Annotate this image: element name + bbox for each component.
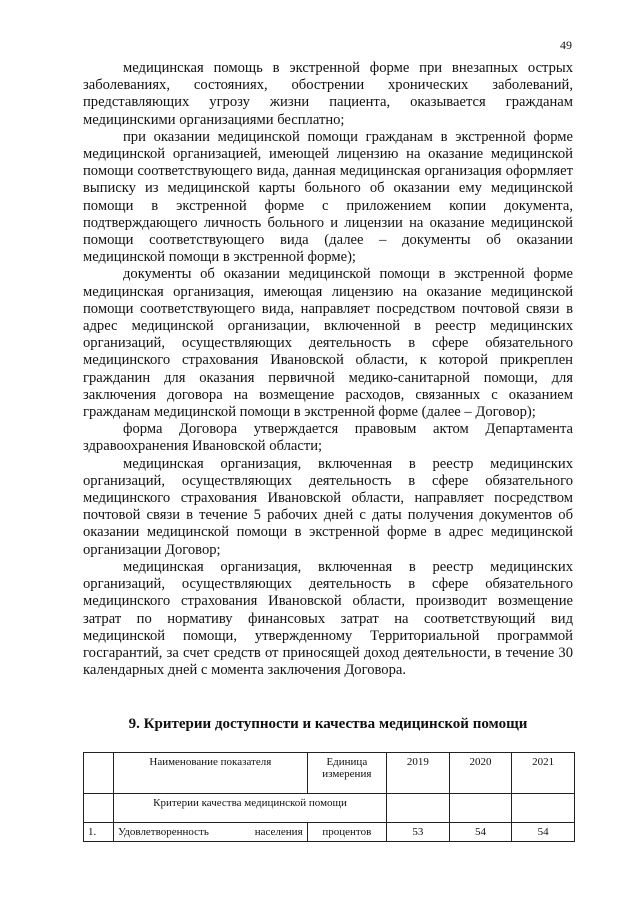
table-group-row xyxy=(84,794,575,823)
criteria-table xyxy=(83,752,575,842)
header-unit: Единица измерения xyxy=(307,753,386,794)
group-empty-cell xyxy=(449,794,512,823)
row-name-part: населения xyxy=(254,826,303,838)
row-value-2021: 54 xyxy=(512,823,575,842)
group-label: Критерии качества медицинской помощи xyxy=(114,794,387,823)
header-2019: 2019 xyxy=(387,753,450,794)
paragraph: документы об оказании медицинской помощи в экстренной форме медицинская организация, имеющая лицензию на оказание медицинской помощи соответствующего вида, направляет посредством почтовой связи в адрес медицинской организации, включенной в реестр медицинских организаций, осуществляющих деятельность в сфере обязательного медицинского страхования Ивановской области, к которой прикреплен гражданин для оказания первичной медико-санитарной помощи, для заключения договора на возмещение расходов, связанных с оказанием гражданам медицинской помощи в экстренной форме (далее – Договор); xyxy=(83,266,573,421)
row-unit: процентов xyxy=(307,823,386,842)
group-empty-cell xyxy=(512,794,575,823)
paragraph: медицинская организация, включенная в реестр медицинских организаций, осуществляющих деятельность в сфере обязательного медицинского страхования Ивановской области, производит возмещение затрат по нормативу финансовых затрат на соответствующий вид медицинской помощи, утвержденному Территориальной программой госгарантий, за счет средств от приносящей доход деятельности, в течение 30 календарных дней с момента заключения Договора. xyxy=(83,558,573,679)
row-value-2019: 53 xyxy=(387,823,450,842)
header-2020: 2020 xyxy=(449,753,512,794)
paragraph: медицинская организация, включенная в реестр медицинских организаций, осуществляющих деятельность в сфере обязательного медицинского страхования Ивановской области, направляет посредством почтовой связи в течение 5 рабочих дней с даты получения документов об оказании медицинской помощи в экстренной форме в адрес медицинской организации Договор; xyxy=(83,455,573,558)
header-2021: 2021 xyxy=(512,753,575,794)
paragraph: медицинская помощь в экстренной форме при внезапных острых заболеваниях, состояниях, обострении хронических заболеваний, представляющих угрозу жизни пациента, оказывается гражданам медицинскими организациями бесплатно; xyxy=(83,60,573,128)
row-num: 1. xyxy=(84,823,114,842)
table-row xyxy=(84,823,575,842)
table-header-row xyxy=(84,753,575,794)
paragraph: при оказании медицинской помощи гражданам в экстренной форме медицинской организацией, имеющей лицензию на оказание медицинской помощи соответствующего вида, данная медицинская организация оформляет выписку из медицинской карты больного об оказании ему медицинской помощи в экстренной форме с приложением копии документа, подтверждающего личность больного и лицензии на оказание медицинской помощи соответствующего вида (далее – документы об оказании медицинской помощи в экстренной форме); xyxy=(83,128,573,266)
row-name-part: Удовлетворенность xyxy=(118,826,209,838)
section-heading: 9. Критерии доступности и качества медицинской помощи xyxy=(128,716,528,732)
row-value-2020: 54 xyxy=(449,823,512,842)
body-text xyxy=(83,60,573,679)
row-name xyxy=(114,823,308,842)
paragraph: форма Договора утверждается правовым актом Департамента здравоохранения Ивановской области; xyxy=(83,421,573,455)
page-number: 49 xyxy=(560,38,572,52)
group-empty-cell xyxy=(387,794,450,823)
group-num-cell xyxy=(84,794,114,823)
header-num xyxy=(84,753,114,794)
header-name: Наименование показателя xyxy=(114,753,308,794)
